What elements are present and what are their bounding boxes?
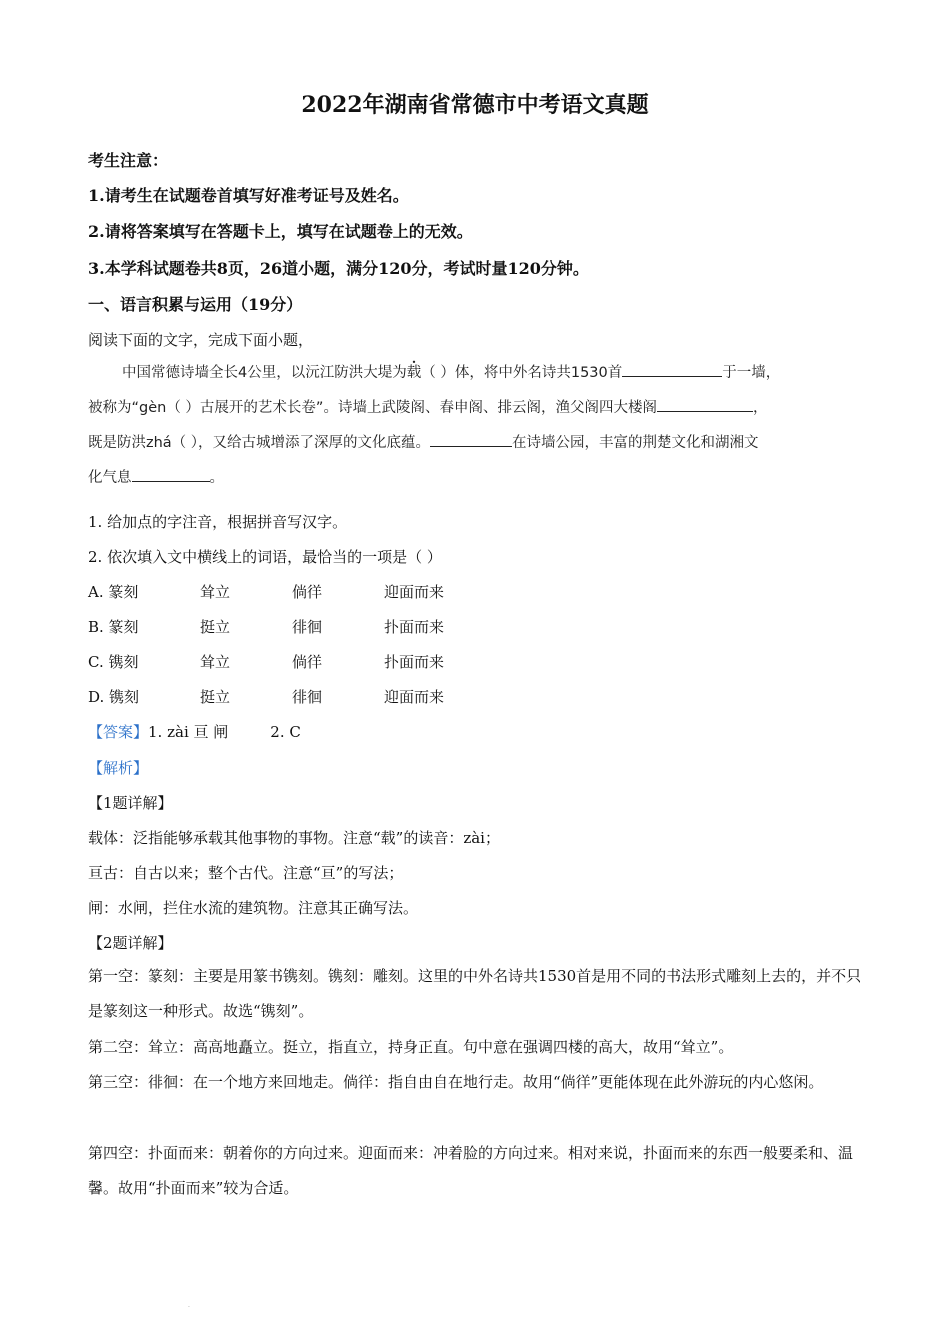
answer-q1: 1. zài 亘 闸 [148, 723, 229, 741]
answer-line [88, 721, 301, 742]
q2-analysis-paragraph: 第二空：耸立：高高地矗立。挺立，指直立，持身正直。句中意在强调四楼的高大，故用“耸立”。 [88, 1038, 734, 1056]
notice-item-2: 2.请将答案填写在答题卡上，填写在试题卷上的无效。 [88, 222, 473, 241]
passage-text: 中国常德诗墙全长4公里，以沅江防洪大堤为 [122, 365, 407, 381]
passage-text: 。 [209, 470, 224, 486]
fill-blank-3 [430, 432, 512, 447]
q2-analysis-heading: 【2题详解】 [88, 934, 173, 952]
analysis-tag: 【解析】 [88, 759, 149, 777]
option-word: 倘徉 [292, 583, 323, 601]
option-word: 耸立 [200, 653, 231, 671]
notice-heading: 考生注意： [88, 151, 169, 170]
option-word: 扑面而来 [384, 653, 445, 671]
fill-blank-2 [657, 397, 753, 412]
reading-passage [88, 356, 868, 496]
option-word: 倘徉 [292, 653, 323, 671]
passage-text: 在诗墙公园，丰富的荆楚文化和湖湘文 [512, 435, 759, 451]
footer-mark: . [188, 1302, 190, 1309]
emphasis-dot-char: 载 [406, 365, 422, 381]
fill-blank-1 [622, 362, 722, 377]
passage-text: 被称为“gèn（ ）古展开的艺术长卷”。诗墙上武陵阁、春申阁、排云阁，渔父阁四大楼阁 [88, 400, 657, 416]
option-label: A. 篆刻 [88, 583, 139, 601]
q2-analysis-paragraph: 第一空：篆刻：主要是用篆书镌刻。镌刻：雕刻。这里的中外名诗共1530首是用不同的书法形式雕刻上去的，并不只是篆刻这一种形式。故选“镌刻”。 [88, 967, 862, 1020]
answer-tag: 【答案】 [88, 723, 149, 741]
notice-item-3: 3.本学科试题卷共8页，26道小题，满分120分，考试时量120分钟。 [88, 259, 589, 278]
page-title: 2022年湖南省常德市中考语文真题 [301, 92, 649, 118]
section-instruction: 阅读下面的文字，完成下面小题， [88, 331, 314, 349]
q1-analysis-line: 载体：泛指能够承载其他事物的事物。注意“载”的读音：zài； [88, 829, 500, 847]
question-2: 2. 依次填入文中横线上的词语，最恰当的一项是（ ） [88, 548, 442, 566]
option-label: D. 镌刻 [88, 688, 140, 706]
question-1: 1. 给加点的字注音，根据拼音写汉字。 [88, 513, 348, 531]
option-word: 迎面而来 [384, 688, 445, 706]
answer-q2: 2. C [270, 723, 301, 741]
option-word: 耸立 [200, 583, 231, 601]
passage-text: ， [752, 400, 768, 416]
passage-text: 化气息 [88, 470, 132, 486]
passage-text: 于一墙， [722, 365, 781, 381]
section-heading: 一、语言积累与运用（19分） [88, 295, 303, 314]
q1-analysis-heading: 【1题详解】 [88, 794, 173, 812]
option-word: 徘徊 [292, 618, 323, 636]
q2-analysis-paragraph: 第四空：扑面而来：朝着你的方向过来。迎面而来：冲着脸的方向过来。相对来说，扑面而来的东西一般要柔和、温馨。故用“扑面而来”较为合适。 [88, 1144, 854, 1197]
passage-text: 既是防洪zhá（ ），又给古城增添了深厚的文化底蕴。 [88, 435, 431, 451]
notice-item-1: 1.请考生在试题卷首填写好准考证号及姓名。 [88, 186, 409, 205]
option-word: 挺立 [200, 618, 231, 636]
option-word: 扑面而来 [384, 618, 445, 636]
option-word: 徘徊 [292, 688, 323, 706]
passage-text: （ ）体，将中外名诗共1530首 [421, 365, 623, 381]
option-word: 迎面而来 [384, 583, 445, 601]
fill-blank-4 [132, 467, 210, 482]
option-label: C. 镌刻 [88, 653, 139, 671]
option-word: 挺立 [200, 688, 231, 706]
q1-analysis-line: 亘古：自古以来；整个古代。注意“亘”的写法； [88, 864, 404, 882]
option-label: B. 篆刻 [88, 618, 139, 636]
q2-analysis-paragraph: 第三空：徘徊：在一个地方来回地走。倘徉：指自由自在地行走。故用“倘徉”更能体现在此外游玩的内心悠闲。 [88, 1073, 824, 1091]
q1-analysis-line: 闸：水闸，拦住水流的建筑物。注意其正确写法。 [88, 899, 419, 917]
